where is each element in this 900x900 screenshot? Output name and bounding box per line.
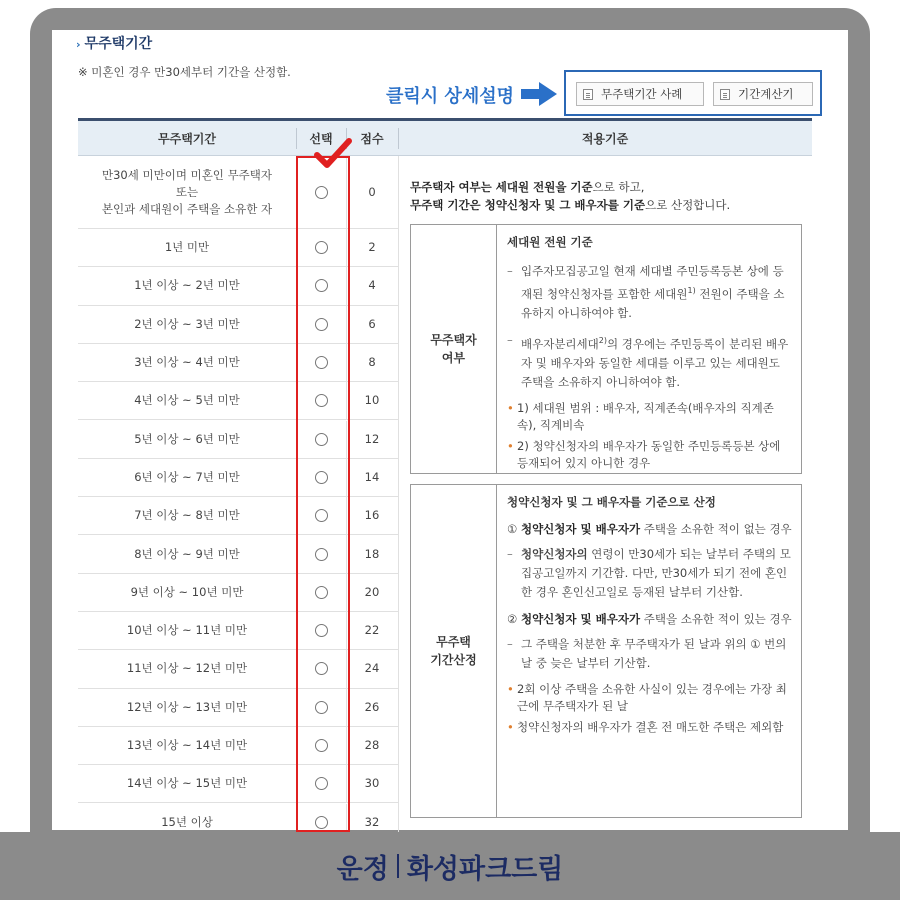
section-note: ※ 미혼인 경우 만30세부터 기간을 산정함.	[78, 65, 291, 79]
score-cell: 20	[364, 584, 380, 599]
column-divider	[346, 650, 347, 687]
score-cell: 14	[364, 469, 380, 484]
score-radio[interactable]	[315, 433, 328, 446]
footer-location: 운정	[336, 853, 389, 885]
column-divider	[346, 765, 347, 802]
housing-period-example-label: 무주택기간 사례	[601, 87, 683, 101]
footer-brand: 화성파크드림	[406, 853, 564, 885]
table-row	[78, 344, 398, 382]
select-cell	[296, 727, 346, 764]
header-period: 무주택기간	[158, 132, 216, 146]
box2-note-2: • 청약신청자의 배우자가 결혼 전 매도한 주택은 제외함	[507, 719, 793, 736]
score-cell: 22	[364, 623, 380, 638]
table-row	[78, 612, 398, 650]
table-row	[78, 267, 398, 305]
header-score: 점수	[360, 132, 384, 146]
intro-line1-rest: 으로 하고,	[592, 180, 645, 194]
column-divider	[296, 306, 297, 343]
header-criteria: 적용기준	[581, 132, 629, 146]
column-divider	[296, 459, 297, 496]
table-header	[78, 121, 812, 156]
score-cell: 32	[364, 814, 380, 829]
column-divider	[296, 612, 297, 649]
column-divider	[296, 574, 297, 611]
section-title	[76, 33, 152, 53]
click-hint: 클릭시 상세설명	[386, 86, 514, 107]
box1-item-1-text-b: 전원이 주택을 소유하지 아니하여야 함.	[521, 286, 785, 320]
box1-item-2-text: 배우자분리세대	[521, 336, 599, 351]
select-cell	[296, 574, 346, 611]
period-calculator-button[interactable]	[713, 82, 813, 106]
column-divider	[346, 689, 347, 726]
score-cell: 2	[368, 240, 376, 255]
select-cell	[296, 765, 346, 802]
box2-case-2	[507, 610, 793, 629]
column-divider	[346, 574, 347, 611]
period-cell: 11년 이상 ~ 12년 미만	[126, 661, 248, 676]
score-radio[interactable]	[315, 739, 328, 752]
column-divider	[398, 156, 399, 832]
footer-separator	[397, 854, 399, 878]
chevron-right-icon: ›	[76, 38, 81, 51]
score-radio[interactable]	[315, 356, 328, 369]
column-divider	[296, 267, 297, 304]
score-radio[interactable]	[315, 548, 328, 561]
score-cell: 28	[364, 738, 380, 753]
period-cell: 12년 이상 ~ 13년 미만	[126, 699, 248, 714]
table-row	[78, 574, 398, 612]
select-cell	[296, 689, 346, 726]
score-radio[interactable]	[315, 241, 328, 254]
housing-period-example-button[interactable]	[576, 82, 704, 106]
case-1-bold: 청약신청자 및 배우자가	[520, 522, 641, 536]
column-divider	[296, 421, 297, 458]
intro-line1-bold: 무주택자 여부는 세대원 전원을 기준	[410, 180, 593, 194]
period-cell: 1년 미만	[164, 240, 210, 255]
score-cell: 10	[364, 393, 380, 408]
arrow-right-icon	[521, 82, 557, 106]
column-divider	[346, 229, 347, 266]
period-cell: 7년 이상 ~ 8년 미만	[134, 508, 240, 523]
footnote-ref: 2)	[598, 335, 607, 345]
column-divider	[346, 459, 347, 496]
period-cell: 1년 이상 ~ 2년 미만	[134, 278, 240, 293]
box1-heading: 세대원 전원 기준	[507, 235, 593, 249]
column-divider	[296, 229, 297, 266]
column-divider	[346, 421, 347, 458]
box2-case-1-item	[507, 545, 793, 602]
select-cell	[296, 650, 346, 687]
score-radio[interactable]	[315, 662, 328, 675]
column-divider	[346, 497, 347, 534]
column-divider	[296, 689, 297, 726]
score-radio[interactable]	[315, 394, 328, 407]
criteria-box-period-calculation	[410, 484, 802, 818]
column-divider	[296, 344, 297, 381]
case-number: ①	[507, 522, 518, 536]
score-cell: 26	[364, 699, 380, 714]
box-label-homeless-status: 무주택자 여부	[411, 225, 497, 473]
column-divider	[346, 727, 347, 764]
header-divider	[296, 128, 297, 149]
table-row	[78, 535, 398, 573]
table-row	[78, 459, 398, 497]
select-cell	[296, 459, 346, 496]
select-cell	[296, 535, 346, 572]
section-title-text: 무주택기간	[84, 36, 153, 52]
box2-case-1	[507, 520, 793, 539]
score-radio[interactable]	[315, 318, 328, 331]
score-cell: 30	[364, 776, 380, 791]
box1-item-2	[507, 331, 793, 392]
footer-banner	[0, 832, 900, 900]
criteria-box-homeless-status	[410, 224, 802, 474]
box1-item-1	[507, 262, 793, 323]
column-divider	[346, 612, 347, 649]
header-divider	[398, 128, 399, 149]
case-1-rest: 주택을 소유한 적이 없는 경우	[640, 522, 792, 536]
select-cell	[296, 344, 346, 381]
box2-heading: 청약신청자 및 그 배우자를 기준으로 산정	[507, 495, 716, 509]
period-cell: 2년 이상 ~ 3년 미만	[134, 316, 240, 331]
select-cell	[296, 267, 346, 304]
select-cell	[296, 421, 346, 458]
period-cell: 13년 이상 ~ 14년 미만	[126, 738, 248, 753]
table-row	[78, 229, 398, 267]
box1-item-2-text-b: 의 경우에는 주민등록이 분리된 배우자 및 배우자와 동일한 세대를 이루고 있는 세대원도 주택을 소유하지 아니하여야 함.	[521, 336, 789, 389]
table-row	[78, 497, 398, 535]
score-radio[interactable]	[315, 279, 328, 292]
box1-footnote-1: • 1) 세대원 범위 : 배우자, 직계존속(배우자의 직계존속), 직계비속	[507, 400, 793, 434]
period-cell: 10년 이상 ~ 11년 미만	[126, 623, 248, 638]
score-cell: 18	[364, 546, 380, 561]
box1-item-1-text: 입주자모집공고일 현재 세대별 주민등록등본 상에 등재된 청약신청자를 포함한 세대원	[521, 264, 784, 301]
table-row	[78, 421, 398, 459]
column-divider	[296, 535, 297, 572]
box-label-period-calculation: 무주택 기간산정	[411, 485, 497, 817]
case-2-bold: 청약신청자 및 배우자가	[520, 612, 641, 626]
footnote-ref: 1)	[687, 286, 696, 295]
score-cell: 16	[364, 508, 380, 523]
column-divider	[296, 156, 297, 228]
case-1-item-rest: 연령이 만30세가 되는 날부터 주택의 모집공고일까지 기간함. 다만, 만30세가 되기 전에 혼인한 경우 혼인신고일로 등재된 날부터 기산함.	[521, 547, 791, 599]
table-row	[78, 306, 398, 344]
score-cell: 12	[364, 431, 380, 446]
period-cell: 3년 이상 ~ 4년 미만	[134, 355, 240, 370]
score-radio[interactable]	[315, 586, 328, 599]
column-divider	[296, 727, 297, 764]
score-cell: 24	[364, 661, 380, 676]
case-2-rest: 주택을 소유한 적이 있는 경우	[640, 612, 792, 626]
box1-footnote-2: • 2) 청약신청자의 배우자가 동일한 주민등록등본 상에 등재되어 있지 아니한 경우	[507, 438, 793, 472]
header-select: 선택	[309, 132, 333, 146]
score-radio[interactable]	[315, 509, 328, 522]
column-divider	[296, 765, 297, 802]
column-divider	[346, 267, 347, 304]
intro-line2-bold: 무주택 기간은 청약신청자 및 그 배우자를 기준	[410, 198, 646, 212]
column-divider	[346, 306, 347, 343]
column-divider	[346, 535, 347, 572]
select-cell	[296, 497, 346, 534]
select-cell	[296, 612, 346, 649]
column-divider	[296, 497, 297, 534]
checkmark-icon	[314, 138, 354, 172]
table-row	[78, 689, 398, 727]
box-body-homeless-status	[507, 225, 793, 472]
case-1-item-bold: 청약신청자의	[521, 547, 588, 561]
period-calculator-label: 기간계산기	[738, 87, 794, 101]
select-cell	[296, 382, 346, 419]
criteria-intro	[410, 178, 730, 214]
document-icon	[720, 89, 730, 100]
case-number: ②	[507, 612, 518, 626]
period-cell: 4년 이상 ~ 5년 미만	[134, 393, 240, 408]
period-cell: 15년 이상	[161, 814, 213, 829]
box2-case-2-item: – 그 주택을 처분한 후 무주택자가 된 날과 위의 ① 번의 날 중 늦은 날부터 기산함.	[507, 635, 793, 673]
column-divider	[346, 344, 347, 381]
box-body-period-calculation	[507, 485, 793, 736]
score-radio[interactable]	[315, 186, 328, 199]
box2-note-1: • 2회 이상 주택을 소유한 사실이 있는 경우에는 가장 최근에 무주택자가 된 날	[507, 681, 793, 715]
score-cell: 8	[368, 355, 376, 370]
score-radio[interactable]	[315, 701, 328, 714]
column-divider	[296, 382, 297, 419]
score-radio[interactable]	[315, 777, 328, 790]
select-cell	[296, 306, 346, 343]
table-row	[78, 765, 398, 803]
table-row	[78, 382, 398, 420]
period-cell: 만30세 미만이며 미혼인 무주택자 또는 본인과 세대원이 주택을 소유한 자	[101, 167, 273, 216]
score-radio[interactable]	[315, 816, 328, 829]
score-cell: 0	[368, 184, 376, 199]
select-cell	[296, 229, 346, 266]
column-divider	[296, 650, 297, 687]
table-row	[78, 727, 398, 765]
intro-line2-rest: 으로 산정합니다.	[645, 198, 731, 212]
period-cell: 6년 이상 ~ 7년 미만	[134, 469, 240, 484]
document-icon	[583, 89, 593, 100]
period-cell: 14년 이상 ~ 15년 미만	[126, 776, 248, 791]
score-radio[interactable]	[315, 471, 328, 484]
score-cell: 6	[368, 316, 376, 331]
score-cell: 4	[368, 278, 376, 293]
period-cell: 5년 이상 ~ 6년 미만	[134, 431, 240, 446]
period-cell: 9년 이상 ~ 10년 미만	[130, 584, 244, 599]
period-cell: 8년 이상 ~ 9년 미만	[134, 546, 240, 561]
table-row	[78, 650, 398, 688]
column-divider	[346, 382, 347, 419]
score-radio[interactable]	[315, 624, 328, 637]
